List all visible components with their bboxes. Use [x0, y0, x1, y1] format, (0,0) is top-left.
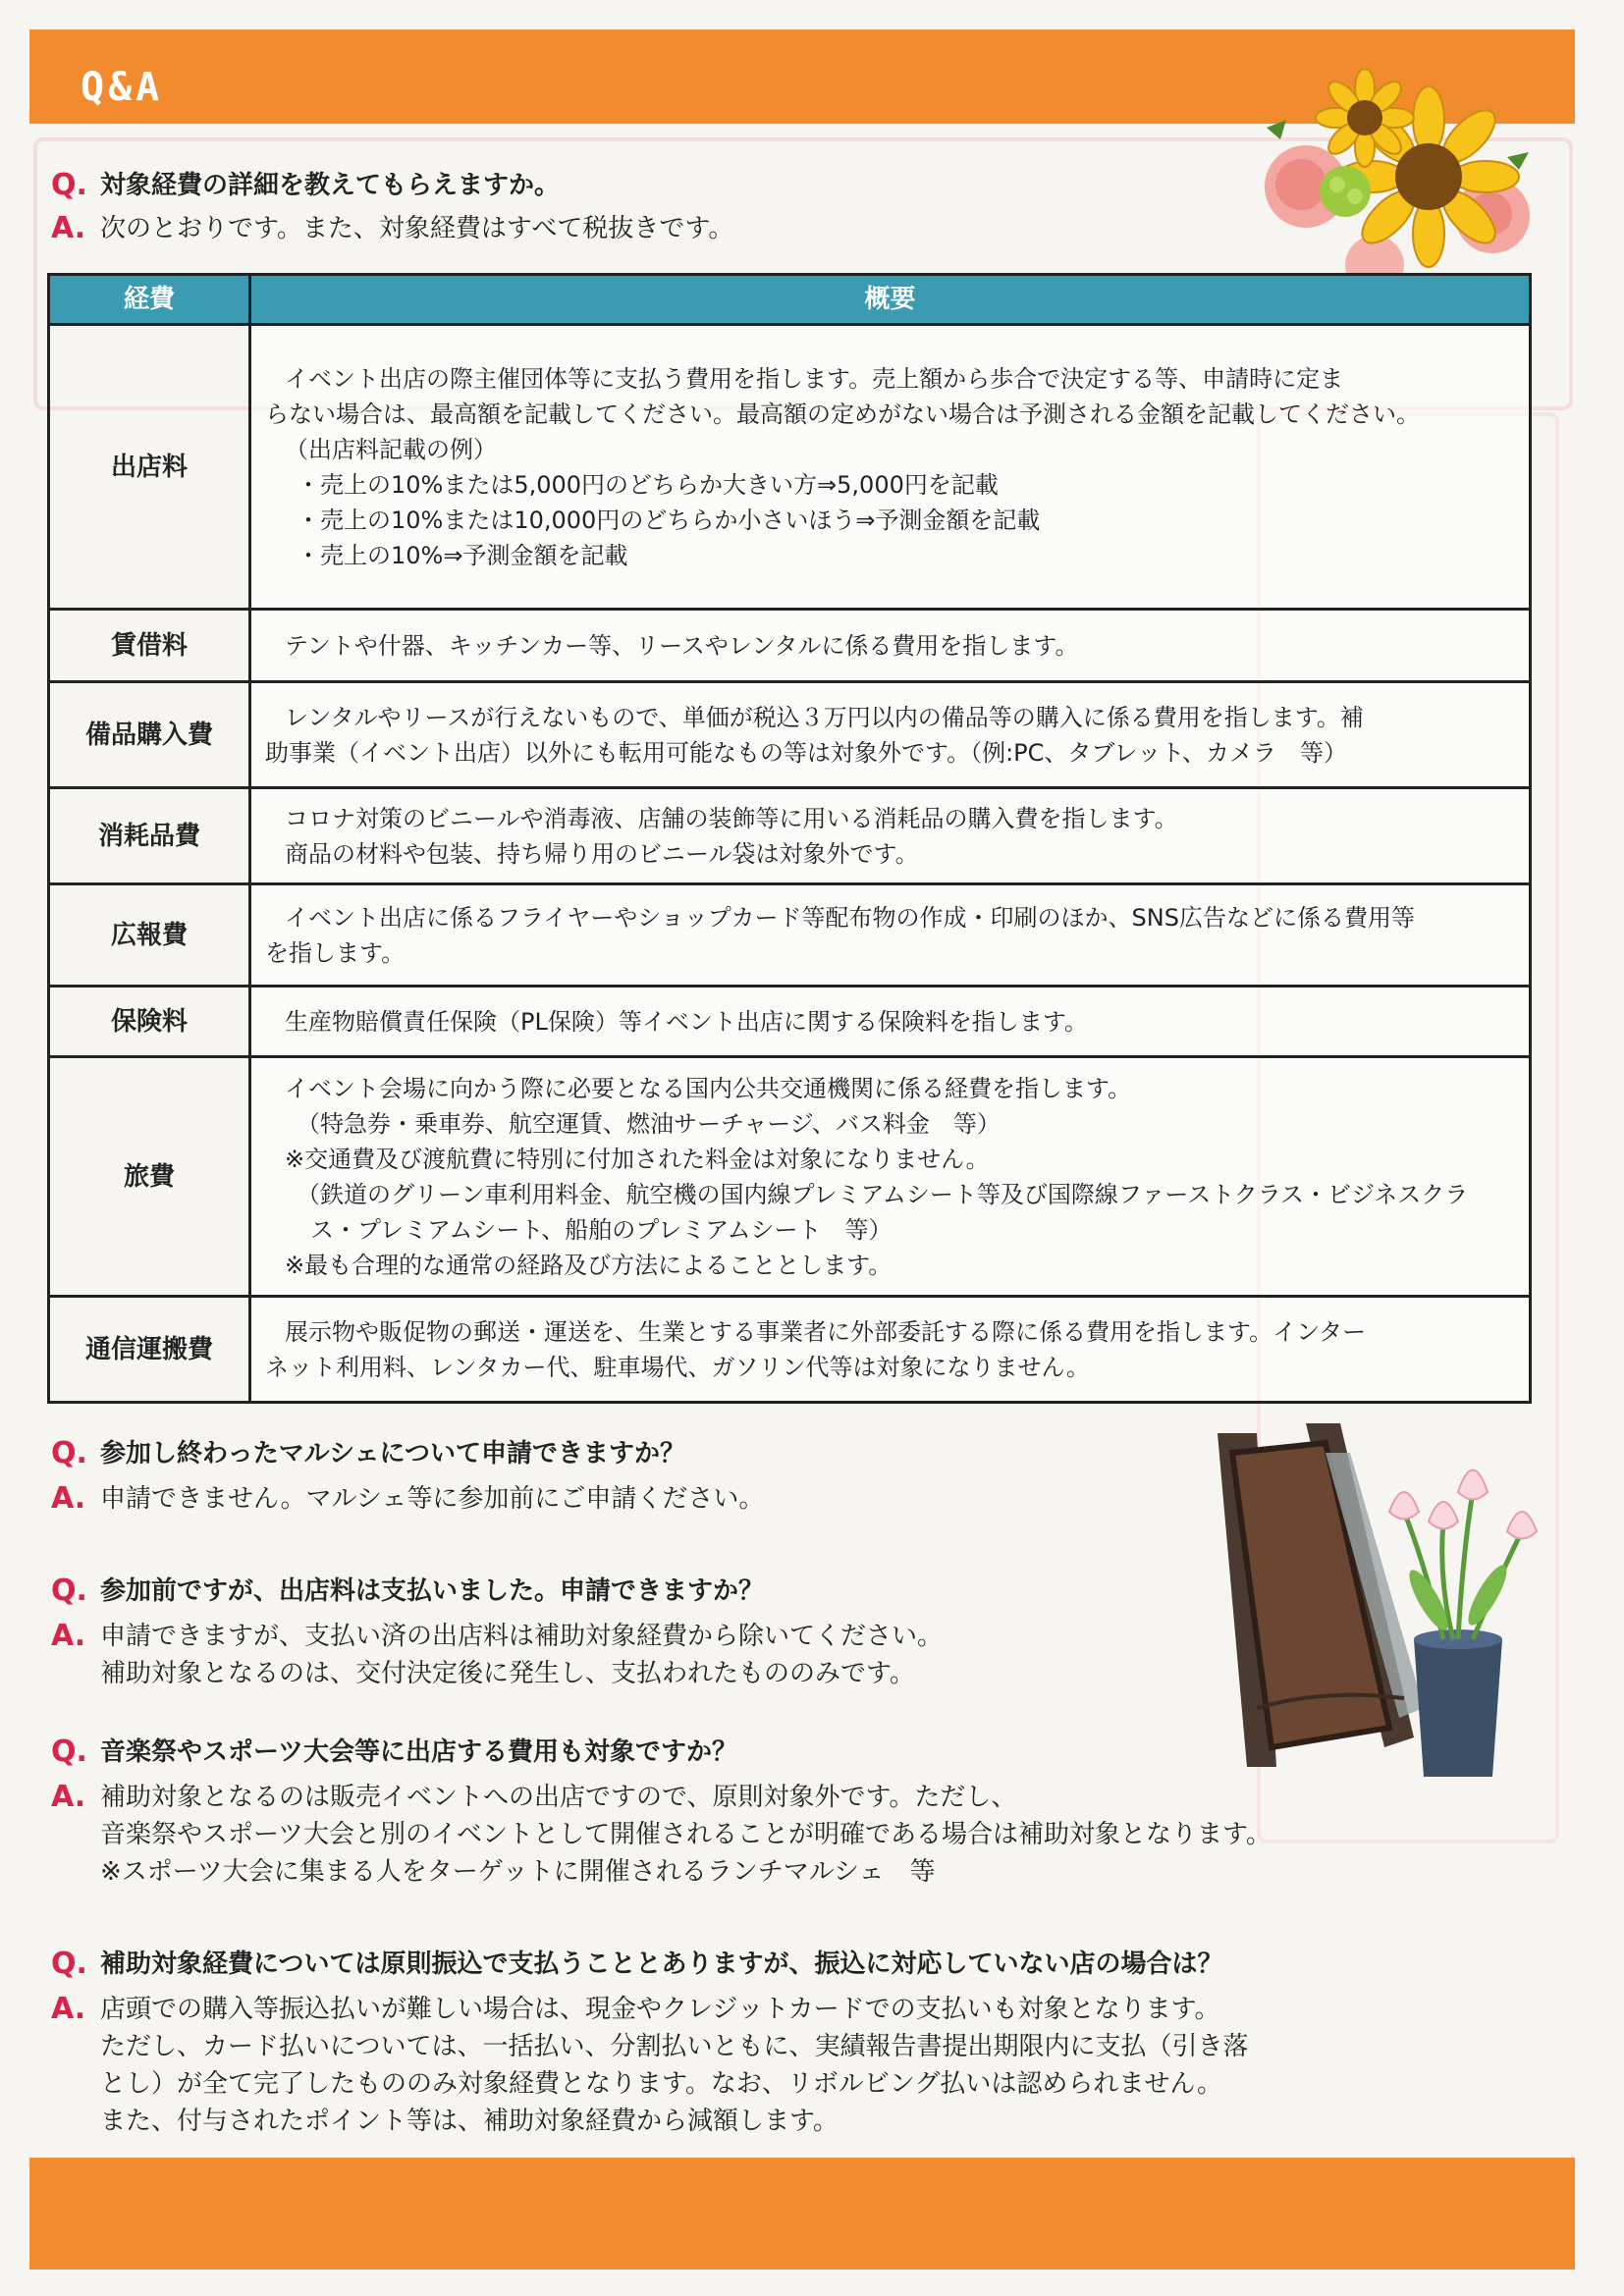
answer	[51, 1779, 1272, 1891]
row-description	[250, 682, 1531, 788]
question-mark-label: Q.	[51, 1735, 87, 1769]
row-name: 備品購入費	[49, 682, 250, 788]
answer-line: とし）が全て完了したもののみ対象経費となります。なお、リボルビング払いは認められません。	[100, 2069, 1222, 2099]
question-mark-label: Q.	[51, 1436, 87, 1470]
description-line: （鉄道のグリーン車利用料金、航空機の国内線プレミアムシート等及び国際線ファーストクラス・ビジネスクラ	[297, 1180, 1469, 1208]
answer	[51, 1991, 1248, 2140]
answer-line: 音楽祭やスポーツ大会と別のイベントとして開催されることが明確である場合は補助対象となります。	[100, 1820, 1272, 1849]
answer-mark-label: A.	[51, 1619, 86, 1653]
description-line: イベント会場に向かう際に必要となる国内公共交通機関に係る経費を指します。	[285, 1074, 1132, 1102]
description-line: ※最も合理的な通常の経路及び方法によることとします。	[285, 1251, 893, 1279]
answer-mark-label: A.	[51, 1992, 86, 2026]
question-text: 補助対象経費については原則振込で支払うこととありますが、振込に対応していない店の場合は？	[100, 1949, 1223, 1979]
question-text: 参加前ですが、出店料は支払いました。申請できますか？	[100, 1576, 765, 1606]
description-line: コロナ対策のビニールや消毒液、店舗の装飾等に用いる消耗品の購入費を指します。	[285, 804, 1178, 832]
qa-item	[51, 1435, 764, 1518]
row-description	[250, 1057, 1531, 1297]
description-line: 商品の材料や包装、持ち帰り用のビニール袋は対象外です。	[285, 839, 919, 868]
description-line: らない場合は、最高額を記載してください。最高額の定めがない場合は予測される金額を記載してください。	[265, 400, 1420, 428]
answer-line: ※スポーツ大会に集まる人をターゲットに開催されるランチマルシェ 等	[100, 1857, 936, 1887]
description-line: ネット利用料、レンタカー代、駐車場代、ガソリン代等は対象になりません。	[265, 1353, 1090, 1381]
description-line: （出店料記載の例）	[285, 435, 497, 463]
description-line: を指します。	[265, 938, 406, 967]
qa-item	[51, 1573, 943, 1692]
row-description	[250, 610, 1531, 682]
row-name: 保険料	[49, 987, 250, 1057]
table-row	[49, 987, 1531, 1057]
table-header-row	[49, 275, 1531, 325]
page-title: Q&A	[81, 65, 164, 110]
answer-mark-label: A.	[51, 1780, 86, 1814]
description-line: テントや什器、キッチンカー等、リースやレンタルに係る費用を指します。	[285, 631, 1079, 660]
description-line: イベント出店の際主催団体等に支払う費用を指します。売上額から歩合で決定する等、申請時に定ま	[285, 364, 1344, 393]
row-description	[250, 325, 1531, 610]
answer	[51, 1480, 764, 1518]
question-mark-label: Q.	[51, 1574, 87, 1608]
question-text: 参加し終わったマルシェについて申請できますか？	[100, 1439, 686, 1468]
description-line: イベント出店に係るフライヤーやショップカード等配布物の作成・印刷のほか、SNS広告などに係る費用等	[285, 903, 1415, 932]
row-name: 賃借料	[49, 610, 250, 682]
row-name: 消耗品費	[49, 788, 250, 884]
sunflower-bouquet-illustration	[1247, 69, 1542, 294]
table-row	[49, 1297, 1531, 1403]
answer-line: 補助対象となるのは、交付決定後に発生し、支払われたもののみです。	[100, 1659, 915, 1688]
question-mark-label: Q.	[51, 168, 87, 202]
answer-line: 申請できません。マルシェ等に参加前にご申請ください。	[100, 1484, 765, 1514]
description-line: ・売上の10%または5,000円のどちらか大きい方⇒5,000円を記載	[297, 470, 999, 499]
table-row	[49, 682, 1531, 788]
answer-mark-label: A.	[51, 211, 86, 245]
table-row	[49, 884, 1531, 987]
row-name: 通信運搬費	[49, 1297, 250, 1403]
answer-line: 補助対象となるのは販売イベントへの出店ですので、原則対象外です。ただし、	[100, 1783, 1017, 1812]
table-row	[49, 788, 1531, 884]
question-text: 対象経費の詳細を教えてもらえますか。	[100, 171, 561, 200]
description-line: ※交通費及び渡航費に特別に付加された料金は対象になりません。	[285, 1145, 990, 1173]
column-header-cost: 経費	[49, 275, 250, 325]
question	[51, 1734, 1272, 1771]
answer-line: 申請できますが、支払い済の出店料は補助対象経費から除いてください。	[100, 1622, 944, 1651]
answer	[51, 1618, 943, 1692]
footer-bar	[29, 2158, 1575, 2269]
question-mark-label: Q.	[51, 1947, 87, 1981]
signboard-tulips-illustration	[1178, 1414, 1551, 1787]
column-header-summary: 概要	[250, 275, 1531, 325]
row-name: 旅費	[49, 1057, 250, 1297]
cost-table	[47, 273, 1532, 1404]
table-row	[49, 1057, 1531, 1297]
question-text: 音楽祭やスポーツ大会等に出店する費用も対象ですか？	[100, 1737, 737, 1767]
answer-text: 次のとおりです。また、対象経費はすべて税抜きです。	[100, 214, 734, 243]
description-line: ・売上の10%または10,000円のどちらか小さいほう⇒予測金額を記載	[297, 506, 1041, 534]
answer-mark-label: A.	[51, 1481, 86, 1516]
table-row	[49, 610, 1531, 682]
description-line: （特急券・乗車券、航空運賃、燃油サーチャージ、バス料金 等）	[297, 1109, 1001, 1138]
description-line: ・売上の10%⇒予測金額を記載	[297, 541, 628, 569]
qa-item	[51, 1734, 1272, 1891]
answer-line: また、付与されたポイント等は、補助対象経費から減額します。	[100, 2107, 839, 2136]
question	[51, 1435, 764, 1472]
description-line: ス・プレミアムシート、船舶のプレミアムシート 等）	[310, 1215, 893, 1244]
table-row	[49, 325, 1531, 610]
description-line: 展示物や販促物の郵送・運送を、生業とする事業者に外部委託する際に係る費用を指します。インター	[285, 1317, 1367, 1346]
row-description	[250, 987, 1531, 1057]
description-line: レンタルやリースが行えないもので、単価が税込３万円以内の備品等の購入に係る費用を指します。補	[285, 703, 1364, 731]
row-description	[250, 788, 1531, 884]
intro-answer	[51, 210, 733, 247]
row-description	[250, 884, 1531, 987]
answer-line: ただし、カード払いについては、一括払い、分割払いともに、実績報告書提出期限内に支払（引き落	[100, 2032, 1249, 2061]
question	[51, 1573, 943, 1610]
description-line: 助事業（イベント出店）以外にも転用可能なもの等は対象外です。（例:PC、タブレット、カメラ 等）	[265, 738, 1348, 767]
qa-item	[51, 1946, 1248, 2140]
row-description	[250, 1297, 1531, 1403]
intro-question	[51, 167, 733, 204]
question	[51, 1946, 1248, 1983]
intro-qa	[51, 167, 733, 247]
row-name: 出店料	[49, 325, 250, 610]
row-name: 広報費	[49, 884, 250, 987]
description-line: 生産物賠償責任保険（PL保険）等イベント出店に関する保険料を指します。	[285, 1007, 1088, 1036]
answer-line: 店頭での購入等振込払いが難しい場合は、現金やクレジットカードでの支払いも対象となります。	[100, 1995, 1220, 2024]
